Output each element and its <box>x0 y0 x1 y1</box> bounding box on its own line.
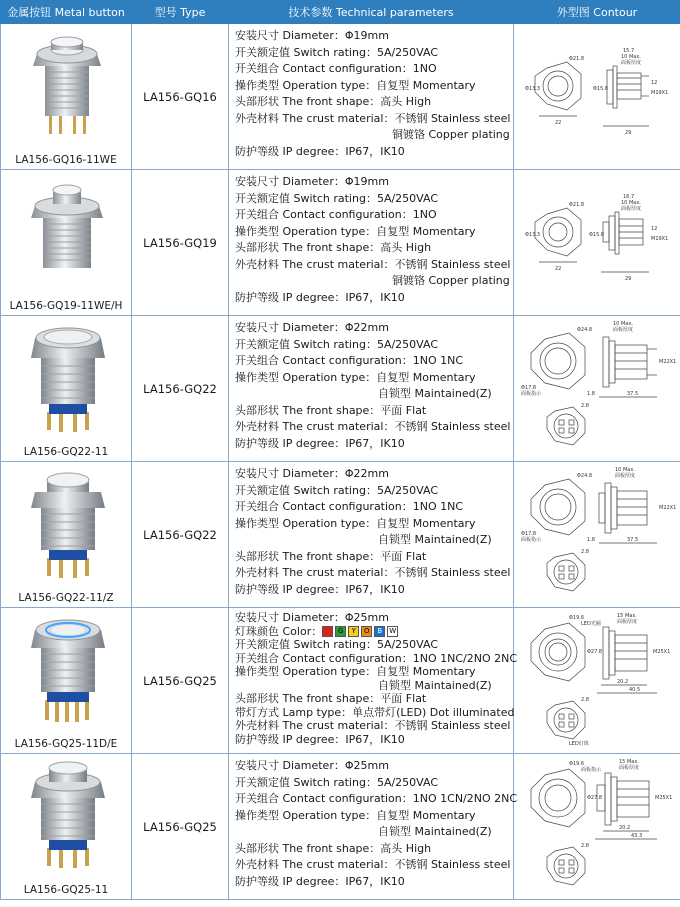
param-line: 外壳材料 The crust material：不锈钢 Stainless steel <box>235 858 511 871</box>
dim-label: Φ17.8 <box>521 530 537 537</box>
dim-label: 2.8 <box>581 696 589 703</box>
table-row <box>1 170 680 316</box>
product-caption: LA156-GQ25-11D/E <box>14 738 118 750</box>
dim-label: 面板厚度 <box>617 618 638 625</box>
param-line: 安装尺寸 Diameter：Φ22mm <box>235 467 389 480</box>
button-photo <box>1 462 132 582</box>
dim-label: M25X1 <box>655 794 673 801</box>
contour-drawing <box>517 609 677 749</box>
param-line: 安装尺寸 Diameter：Φ22mm <box>235 321 389 334</box>
table-row <box>1 24 680 170</box>
param-line: 开关额定值 Switch rating：5A/250VAC <box>235 483 439 497</box>
button-photo <box>1 316 132 436</box>
dim-label: Φ24.8 <box>577 326 593 333</box>
dim-label: 22 <box>555 265 562 272</box>
contour-drawing-cell <box>514 754 680 900</box>
product-photo-cell <box>1 316 132 462</box>
param-line: 开关额定值 Switch rating：5A/250VAC <box>235 191 439 205</box>
param-line: 安装尺寸 Diameter：Φ19mm <box>235 29 389 42</box>
header-params: 技术参数 Technical parameters <box>229 1 514 24</box>
color-swatch-red: R <box>322 626 333 637</box>
param-line: 操作类型 Operation type：自复型 Momentary <box>235 78 476 92</box>
params-cell <box>229 24 514 170</box>
params-cell <box>229 462 514 608</box>
param-line: 操作类型 Operation type：自复型 Momentary <box>235 516 476 530</box>
contour-drawing <box>517 186 677 296</box>
dim-label: 2.8 <box>581 402 589 409</box>
model-cell: LA156-GQ19 <box>132 170 229 316</box>
dim-label: 10 Max. <box>613 320 633 327</box>
param-line: 开关组合 Contact configuration：1NO 1NC/2NO 2NC <box>235 651 518 665</box>
param-line: 操作类型 Operation type：自复型 Momentary <box>235 665 476 678</box>
dim-label: 1.8 <box>587 536 595 543</box>
param-line: 外壳材料 The crust material：不锈钢 Stainless steel <box>235 719 511 732</box>
dim-label: Φ27.8 <box>587 794 603 801</box>
contour-drawing-cell <box>514 24 680 170</box>
dim-label: Φ21.8 <box>569 201 585 208</box>
dim-label: 面板厚度 <box>621 205 642 212</box>
dim-label: 面板厚度 <box>615 472 636 479</box>
param-line: 开关组合 Contact configuration：1NO 1NC <box>235 354 464 367</box>
param-line: 头部形状 The front shape：平面 Flat <box>235 549 427 563</box>
dim-label: 2.8 <box>581 548 589 555</box>
button-photo <box>1 608 132 728</box>
param-line: 头部形状 The front shape：平面 Flat <box>235 403 427 417</box>
table-row <box>1 462 680 608</box>
color-line <box>235 625 513 639</box>
dim-label: 20.2 <box>619 824 631 831</box>
product-caption: LA156-GQ19-11WE/H <box>9 300 123 312</box>
model-cell: LA156-GQ22 <box>132 316 229 462</box>
header-photo: 金属按钮 Metal button <box>1 1 132 24</box>
dim-label: 10 Max. <box>615 466 635 473</box>
dim-label: 22 <box>555 119 562 126</box>
contour-drawing <box>517 755 677 895</box>
dim-label: 12 <box>651 225 658 232</box>
contour-drawing <box>517 463 677 603</box>
button-photo <box>1 24 132 144</box>
dim-label: 2.8 <box>581 842 589 849</box>
dim-label: 37.5 <box>627 536 639 543</box>
params-cell <box>229 316 514 462</box>
dim-label: M19X1 <box>651 89 669 96</box>
params-cell <box>229 754 518 900</box>
param-line: 头部形状 The front shape：高头 High <box>235 841 432 855</box>
dim-label: 1.8 <box>587 390 595 397</box>
color-swatch-orange: O <box>361 626 372 637</box>
param-line: 头部形状 The front shape：高头 High <box>235 241 432 254</box>
dim-label: Φ24.8 <box>577 472 593 479</box>
dim-label: 12 <box>651 79 658 86</box>
dim-label: 面板厚度 <box>621 59 642 66</box>
param-line: 开关额定值 Switch rating：5A/250VAC <box>235 45 439 59</box>
param-line: 开关组合 Contact configuration：1NO 1CN/2NO 2NC <box>235 792 518 805</box>
dim-label: Φ13.3 <box>525 231 541 238</box>
dim-label: Φ19.6 <box>569 614 585 621</box>
dim-label: Φ19.6 <box>569 760 585 767</box>
param-line: 头部形状 The front shape：高头 High <box>235 95 432 108</box>
param-line: 防护等级 IP degree：IP67，IK10 <box>235 144 405 158</box>
param-line: 外壳材料 The crust material：不锈钢 Stainless steel <box>235 420 511 433</box>
param-line: 防护等级 IP degree：IP67，IK10 <box>235 436 405 450</box>
params-cell <box>229 608 518 754</box>
param-line: 安装尺寸 Diameter：Φ25mm <box>235 759 389 772</box>
param-line: 操作类型 Operation type：自复型 Momentary <box>235 370 476 384</box>
color-swatch-white: W <box>387 626 398 637</box>
dim-label: Φ21.8 <box>569 55 585 62</box>
param-line: 头部形状 The front shape：平面 Flat <box>235 692 427 705</box>
contour-drawing-cell <box>514 462 680 608</box>
product-photo-cell <box>1 170 132 316</box>
param-line: 操作类型 Operation type：自复型 Momentary <box>235 808 476 822</box>
dim-label: 15 Max. <box>617 612 637 619</box>
product-caption: LA156-GQ22-11 <box>23 446 109 458</box>
param-line: 防护等级 IP degree：IP67，IK10 <box>235 582 405 596</box>
dim-label: M22X1 <box>659 504 677 511</box>
product-caption: LA156-GQ25-11 <box>23 884 109 896</box>
param-line: 自锁型 Maintained(Z) <box>378 825 492 838</box>
dim-label: M19X1 <box>651 235 669 242</box>
dim-label: 20.2 <box>617 678 629 685</box>
dim-label: Φ15.8 <box>593 85 609 92</box>
color-swatch-green: G <box>335 626 346 637</box>
param-line: 外壳材料 The crust material：不锈钢 Stainless steel <box>235 111 511 125</box>
product-caption: LA156-GQ16-11WE <box>15 154 117 166</box>
model-cell: LA156-GQ25 <box>132 608 229 754</box>
header-contour: 外型图 Contour <box>514 1 680 24</box>
dim-label: Φ17.8 <box>521 384 537 391</box>
color-label: 灯珠颜色 Color： <box>235 624 323 638</box>
dim-label: 40.5 <box>629 686 641 693</box>
dim-label: 37.5 <box>627 390 639 397</box>
product-caption: LA156-GQ22-11/Z <box>18 592 114 604</box>
param-line: 开关组合 Contact configuration：1NO 1NC <box>235 500 464 513</box>
header-row <box>1 1 680 24</box>
contour-drawing-cell <box>514 170 680 316</box>
model-cell: LA156-GQ25 <box>132 754 229 900</box>
param-line: 铜镀铬 Copper plating <box>392 274 510 287</box>
param-line: 安装尺寸 Diameter：Φ25mm <box>235 611 389 624</box>
param-line: 开关组合 Contact configuration：1NO <box>235 208 437 221</box>
param-line: 防护等级 IP degree：IP67，IK10 <box>235 732 405 746</box>
dim-label: 10 Max. <box>621 53 641 60</box>
params-cell <box>229 170 514 316</box>
param-line: 外壳材料 The crust material：不锈钢 Stainless steel <box>235 257 511 271</box>
param-line: 自锁型 Maintained(Z) <box>378 533 492 546</box>
dim-label: 面板厚度 <box>613 326 634 333</box>
table-row <box>1 608 680 754</box>
dim-label: Φ15.8 <box>589 231 605 238</box>
dim-label: 29 <box>625 129 632 136</box>
model-cell: LA156-GQ16 <box>132 24 229 170</box>
dim-label: 43.3 <box>631 832 643 839</box>
product-photo-cell <box>1 608 132 754</box>
dim-label: M22X1 <box>659 358 677 365</box>
table-row <box>1 754 680 900</box>
dim-label: LED光圈 <box>581 620 601 627</box>
param-line: 开关额定值 Switch rating：5A/250VAC <box>235 337 439 351</box>
param-line: 带灯方式 Lamp type：单点带灯(LED) Dot illuminated <box>235 705 515 719</box>
param-line: 开关组合 Contact configuration：1NO <box>235 62 437 75</box>
contour-drawing-cell <box>514 316 680 462</box>
dim-label: LED灯珠 <box>569 740 589 747</box>
param-line: 开关额定值 Switch rating：5A/250VAC <box>235 638 439 651</box>
color-swatch-yellow: Y <box>348 626 359 637</box>
product-photo-cell <box>1 462 132 608</box>
param-line: 防护等级 IP degree：IP67，IK10 <box>235 874 405 888</box>
dim-label: 面板指示 <box>521 390 542 397</box>
dim-label: 15 Max. <box>619 758 639 765</box>
button-photo <box>1 754 132 874</box>
button-photo <box>1 170 132 290</box>
param-line: 铜镀铬 Copper plating <box>392 128 510 141</box>
product-photo-cell <box>1 24 132 170</box>
dim-label: Φ27.8 <box>587 648 603 655</box>
param-line: 开关额定值 Switch rating：5A/250VAC <box>235 775 439 789</box>
param-line: 自锁型 Maintained(Z) <box>378 678 492 692</box>
dim-label: 15.7 <box>623 47 635 54</box>
contour-drawing <box>517 40 677 150</box>
product-photo-cell <box>1 754 132 900</box>
dim-label: Φ13.3 <box>525 85 541 92</box>
dim-label: 面板厚度 <box>619 764 640 771</box>
contour-drawing <box>517 317 677 457</box>
dim-label: 29 <box>625 275 632 282</box>
dim-label: 10 Max. <box>621 199 641 206</box>
param-line: 安装尺寸 Diameter：Φ19mm <box>235 175 389 188</box>
dim-label: 面板指示 <box>581 766 602 773</box>
dim-label: 面板指示 <box>521 536 542 543</box>
param-line: 自锁型 Maintained(Z) <box>378 387 492 400</box>
param-line: 防护等级 IP degree：IP67，IK10 <box>235 290 405 304</box>
param-line: 操作类型 Operation type：自复型 Momentary <box>235 224 476 238</box>
color-swatch-blue: B <box>374 626 385 637</box>
model-cell: LA156-GQ22 <box>132 462 229 608</box>
dim-label: M25X1 <box>653 648 671 655</box>
dim-label: 16.7 <box>623 193 635 200</box>
contour-drawing-cell <box>514 608 680 754</box>
param-line: 外壳材料 The crust material：不锈钢 Stainless steel <box>235 566 511 579</box>
header-model: 型号 Type <box>132 1 229 24</box>
table-row <box>1 316 680 462</box>
